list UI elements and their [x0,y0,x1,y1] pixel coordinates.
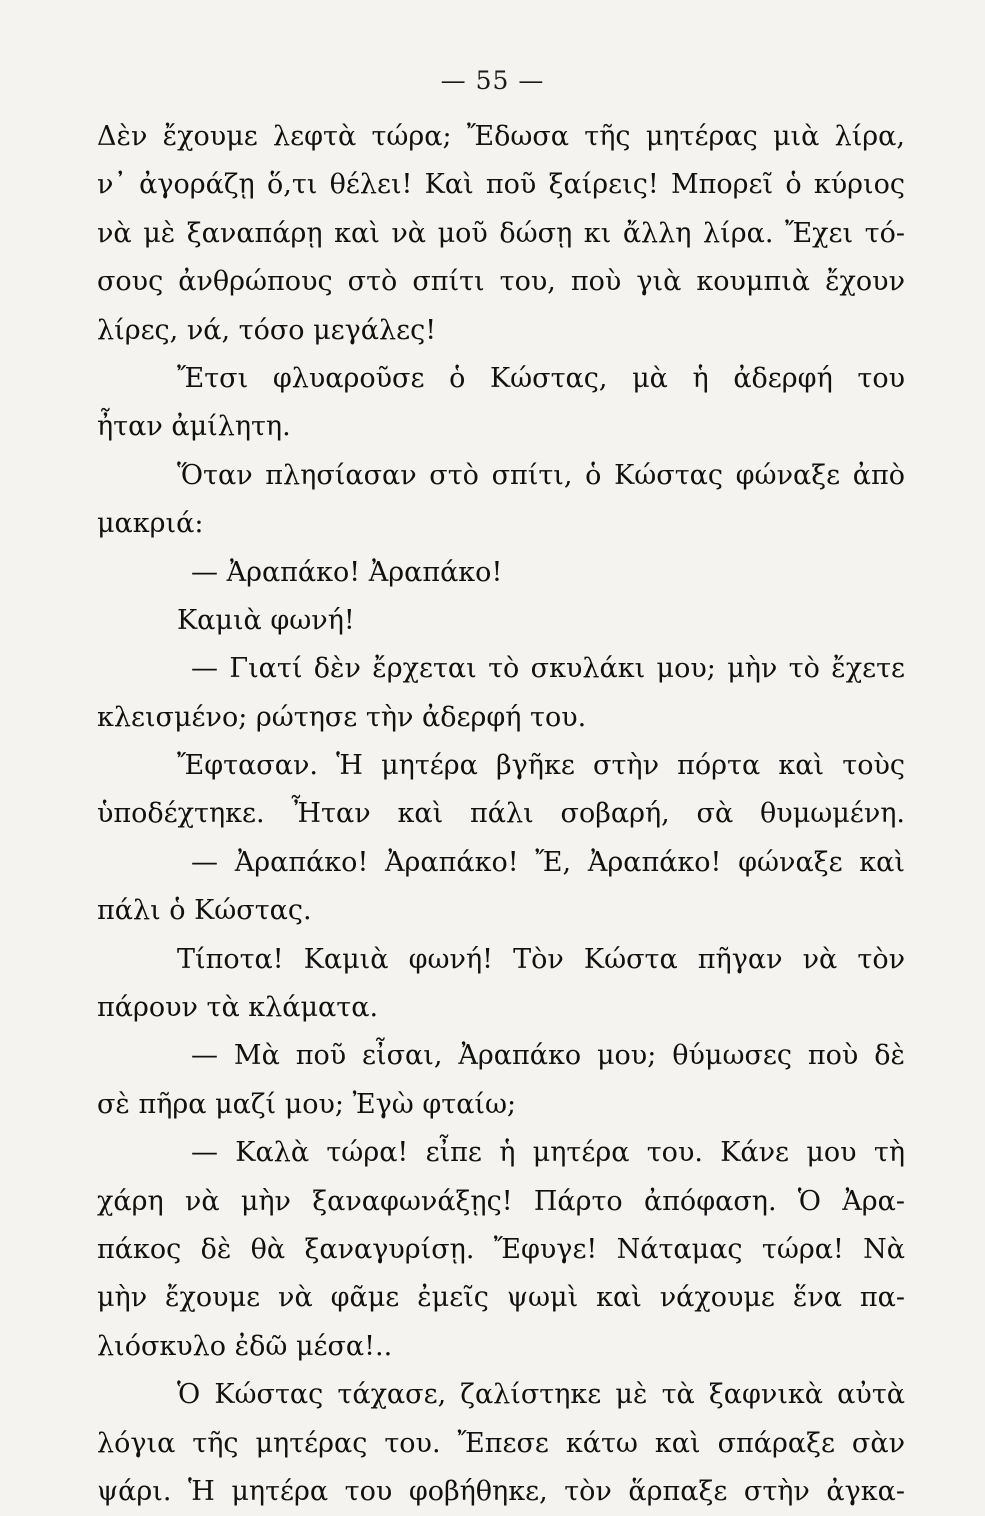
text-line: μακριά: [97,508,204,540]
body-text [97,113,905,1516]
text-line: ν᾿ ἀγοράζῃ ὅ,τι θέλει! Καὶ ποῦ ξαίρεις! Μπορεῖ ὁ κύριος [97,169,905,201]
text-line: Καμιὰ φωνή! [177,604,355,636]
text-line: ἦταν ἀμίλητη. [97,411,291,443]
text-line: χάρη νὰ μὴν ξαναφωνάξῃς! Πάρτο ἀπόφαση. Ὁ Ἀρα- [97,1185,905,1217]
page-number: — 55 — [440,66,545,95]
text-line: ψάρι. Ἡ μητέρα του φοβήθηκε, τὸν ἅρπαξε στὴν ἀγκα- [97,1475,905,1507]
text-line: μὴν ἔχουμε νὰ φᾶμε ἐμεῖς ψωμὶ καὶ νάχουμε ἕνα πα- [97,1282,905,1314]
text-line: Ἔφτασαν. Ἡ μητέρα βγῆκε στὴν πόρτα καὶ τοὺς [177,750,905,782]
text-line: — Ἀραπάκο! Ἀραπάκο! Ἔ, Ἀραπάκο! φώναξε καὶ [191,846,905,878]
text-line: Ὁ Κώστας τάχασε, ζαλίστηκε μὲ τὰ ξαφνικὰ αὐτὰ [177,1379,905,1411]
text-line: σὲ πῆρα μαζί μου; Ἐγὼ φταίω; [97,1088,517,1120]
text-line: σους ἀνθρώπους στὸ σπίτι του, ποὺ γιὰ κουμπιὰ ἔχουν [97,266,905,298]
text-line: — Μὰ ποῦ εἶσαι, Ἀραπάκο μου; θύμωσες ποὺ δὲ [191,1040,905,1072]
text-line: Ὅταν πλησίασαν στὸ σπίτι, ὁ Κώστας φώναξε ἀπὸ [177,459,905,491]
text-line: νὰ μὲ ξαναπάρῃ καὶ νὰ μοῦ δώσῃ κι ἄλλη λίρα. Ἔχει τό- [97,217,905,249]
text-line: — Ἀραπάκο! Ἀραπάκο! [191,556,503,588]
text-line: — Γιατί δὲν ἔρχεται τὸ σκυλάκι μου; μὴν τὸ ἔχετε [191,653,905,685]
text-line: Τίποτα! Καμιὰ φωνή! Τὸν Κώστα πῆγαν νὰ τὸν [177,943,905,975]
text-line: λιόσκυλο ἐδῶ μέσα!.. [97,1330,393,1362]
text-line: πάλι ὁ Κώστας. [97,895,312,927]
text-line: Δὲν ἔχουμε λεφτὰ τώρα; Ἔδωσα τῆς μητέρας μιὰ λίρα, [97,121,905,152]
text-line: λόγια τῆς μητέρας του. Ἔπεσε κάτω καὶ σπάραξε σὰν [97,1427,905,1459]
text-line: πάκος δὲ θὰ ξαναγυρίσῃ. Ἔφυγε! Νάταμας τώρα! Νὰ [97,1233,905,1265]
text-line: — Καλὰ τώρα! εἶπε ἡ μητέρα του. Κάνε μου τὴ [191,1137,905,1169]
text-line: κλεισμένο; ρώτησε τὴν ἀδερφή του. [97,701,587,733]
text-line: Ἔτσι φλυαροῦσε ὁ Κώστας, μὰ ἡ ἀδερφή του [177,362,905,394]
text-line: πάρουν τὰ κλάματα. [97,992,379,1024]
text-line: ὑποδέχτηκε. Ἦταν καὶ πάλι σοβαρή, σὰ θυμωμένη. [97,798,905,830]
text-line: λίρες, νά, τόσο μεγάλες! [97,314,437,346]
